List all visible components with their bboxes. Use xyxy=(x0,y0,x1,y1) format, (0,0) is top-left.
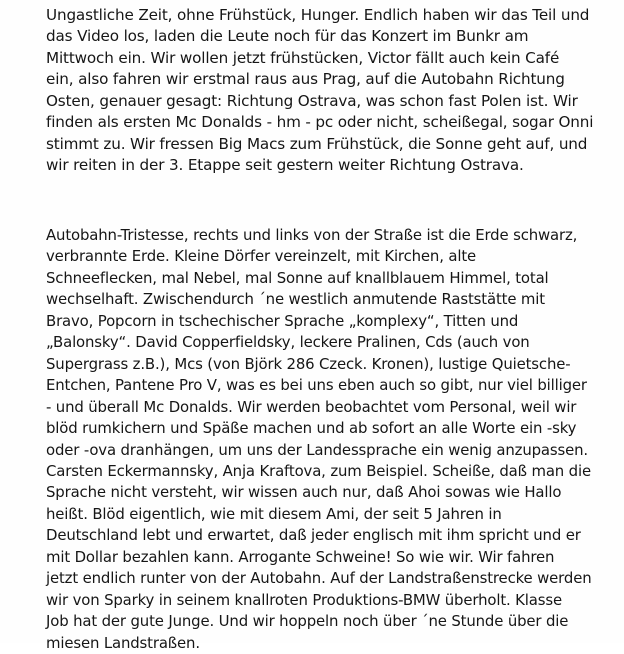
text-line: miesen Landstraßen. xyxy=(46,633,200,652)
text-line: wir reiten in der 3. Etappe seit gestern weiter Richtung Ostrava. xyxy=(46,156,524,175)
text-line: Entchen, Pantene Pro V, was es bei uns eben auch so gibt, nur viel billiger xyxy=(46,376,587,395)
text-line: Carsten Eckermannsky, Anja Kraftova, zum Beispiel. Scheiße, daß man die xyxy=(46,461,591,480)
text-line: Osten, genauer gesagt: Richtung Ostrava, was schon fast Polen ist. Wir xyxy=(46,91,578,110)
text-line: heißt. Blöd eigentlich, wie mit diesem Ami, der seit 5 Jahren in xyxy=(46,504,502,523)
text-line: finden als ersten Mc Donalds - hm - pc oder nicht, scheißegal, sogar Onni xyxy=(46,113,594,132)
text-line: Schneeflecken, mal Nebel, mal Sonne auf knallblauem Himmel, total xyxy=(46,268,549,287)
text-line: wechselhaft. Zwischendurch ´ne westlich anmutende Raststätte mit xyxy=(46,290,545,309)
text-line: oder -ova dranhängen, um uns der Landessprache ein wenig anzupassen. xyxy=(46,440,588,459)
paragraph-breakfast xyxy=(46,5,594,177)
text-line: Supergrass z.B.), Mcs (von Björk 286 Czeck. Kronen), lustige Quietsche- xyxy=(46,354,571,373)
text-line: das Video los, laden die Leute noch für das Konzert im Bunkr am xyxy=(46,27,529,46)
text-line: Sprache nicht versteht, wir wissen auch nur, daß Ahoi sowas wie Hallo xyxy=(46,483,562,502)
text-line: stimmt zu. Wir fressen Big Macs zum Frühstück, die Sonne geht auf, und xyxy=(46,134,588,153)
text-line: „Balonsky“. David Copperfieldsky, leckere Pralinen, Cds (auch von xyxy=(46,333,530,352)
text-line: wir von Sparky in seinem knallroten Produktions-BMW überholt. Klasse xyxy=(46,590,562,609)
paragraph-autobahn xyxy=(46,225,594,654)
text-line: Job hat der gute Junge. Und wir hoppeln noch über ´ne Stunde über die xyxy=(46,612,569,631)
text-line: - und überall Mc Donalds. Wir werden beobachtet vom Personal, weil wir xyxy=(46,397,577,416)
text-line: blöd rumkichern und Späße machen und ab sofort an alle Worte ein -sky xyxy=(46,419,577,438)
text-line: mit Dollar bezahlen kann. Arrogante Schweine! So wie wir. Wir fahren xyxy=(46,547,555,566)
text-line: Deutschland lebt und erwartet, daß jeder englisch mit ihm spricht und er xyxy=(46,526,581,545)
text-line: Autobahn-Tristesse, rechts und links von der Straße ist die Erde schwarz, xyxy=(46,226,578,244)
text-line: verbrannte Erde. Kleine Dörfer vereinzelt, mit Kirchen, alte xyxy=(46,247,477,266)
text-line: Mittwoch ein. Wir wollen jetzt frühstücken, Victor fällt auch kein Café xyxy=(46,48,560,67)
text-line: ein, also fahren wir erstmal raus aus Prag, auf die Autobahn Richtung xyxy=(46,70,565,89)
text-line: Bravo, Popcorn in tschechischer Sprache „komplexy“, Titten und xyxy=(46,311,519,330)
text-line: jetzt endlich runter von der Autobahn. Auf der Landstraßenstrecke werden xyxy=(46,569,592,588)
text-line: Ungastliche Zeit, ohne Frühstück, Hunger. Endlich haben wir das Teil und xyxy=(46,6,590,24)
